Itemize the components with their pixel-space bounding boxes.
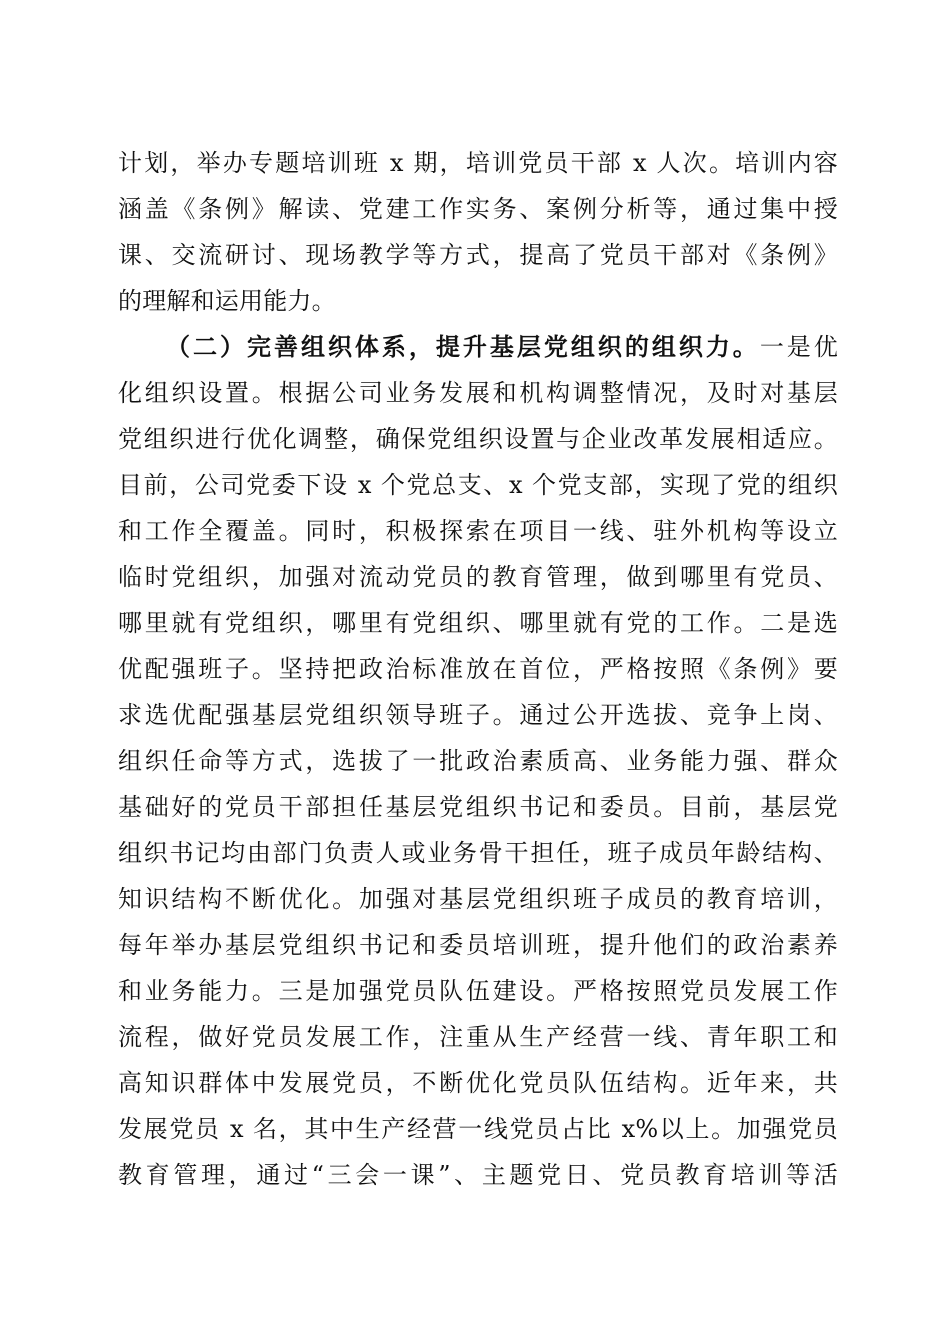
paragraph2-line: 高知识群体中发展党员，不断优化党员队伍结构。近年来，共 [118,1069,838,1097]
paragraph2-line: 每年举办基层党组织书记和委员培训班，提升他们的政治素养 [118,931,838,959]
paragraph2-line: 哪里就有党组织，哪里有党组织、哪里就有党的工作。二是选 [118,609,838,637]
section-heading: （二）完善组织体系，提升基层党组织的组织力。 [166,332,760,361]
paragraph2-line: 和业务能力。三是加强党员队伍建设。严格按照党员发展工作 [118,977,838,1005]
paragraph2-line: 流程，做好党员发展工作，注重从生产经营一线、青年职工和 [118,1023,838,1051]
paragraph2-first-line-rest: 一是优 [759,333,838,361]
body-text [118,140,838,1198]
paragraph2-line: 目前，公司党委下设 x 个党总支、x 个党支部，实现了党的组织 [118,471,838,499]
paragraph1-line-3: 课、交流研讨、现场教学等方式，提高了党员干部对《条例》 [118,241,838,269]
paragraph1-line-2: 涵盖《条例》解读、党建工作实务、案例分析等，通过集中授 [118,195,838,223]
paragraph1-line-1: 计划，举办专题培训班 x 期，培训党员干部 x 人次。培训内容 [118,149,838,177]
paragraph2-line: 基础好的党员干部担任基层党组织书记和委员。目前，基层党 [118,793,838,821]
paragraph2-line: 知识结构不断优化。加强对基层党组织班子成员的教育培训， [118,885,838,913]
paragraph2-line: 教育管理，通过“三会一课”、主题党日、党员教育培训等活 [118,1161,838,1189]
paragraph2-line: 党组织进行优化调整，确保党组织设置与企业改革发展相适应。 [118,425,838,453]
paragraph2-line: 组织书记均由部门负责人或业务骨干担任，班子成员年龄结构、 [118,839,838,867]
paragraph2-line: 化组织设置。根据公司业务发展和机构调整情况，及时对基层 [118,379,838,407]
paragraph2-line: 发展党员 x 名，其中生产经营一线党员占比 x%以上。加强党员 [118,1115,838,1143]
paragraph2-line: 组织任命等方式，选拔了一批政治素质高、业务能力强、群众 [118,747,838,775]
paragraph2-line: 求选优配强基层党组织领导班子。通过公开选拔、竞争上岗、 [118,701,838,729]
paragraph1-line-4: 的理解和运用能力。 [118,287,336,315]
paragraph2-line: 临时党组织，加强对流动党员的教育管理，做到哪里有党员、 [118,563,838,591]
paragraph2-line: 优配强班子。坚持把政治标准放在首位，严格按照《条例》要 [118,655,838,683]
paragraph2-first-line [118,324,838,370]
paragraph2-line: 和工作全覆盖。同时，积极探索在项目一线、驻外机构等设立 [118,517,838,545]
